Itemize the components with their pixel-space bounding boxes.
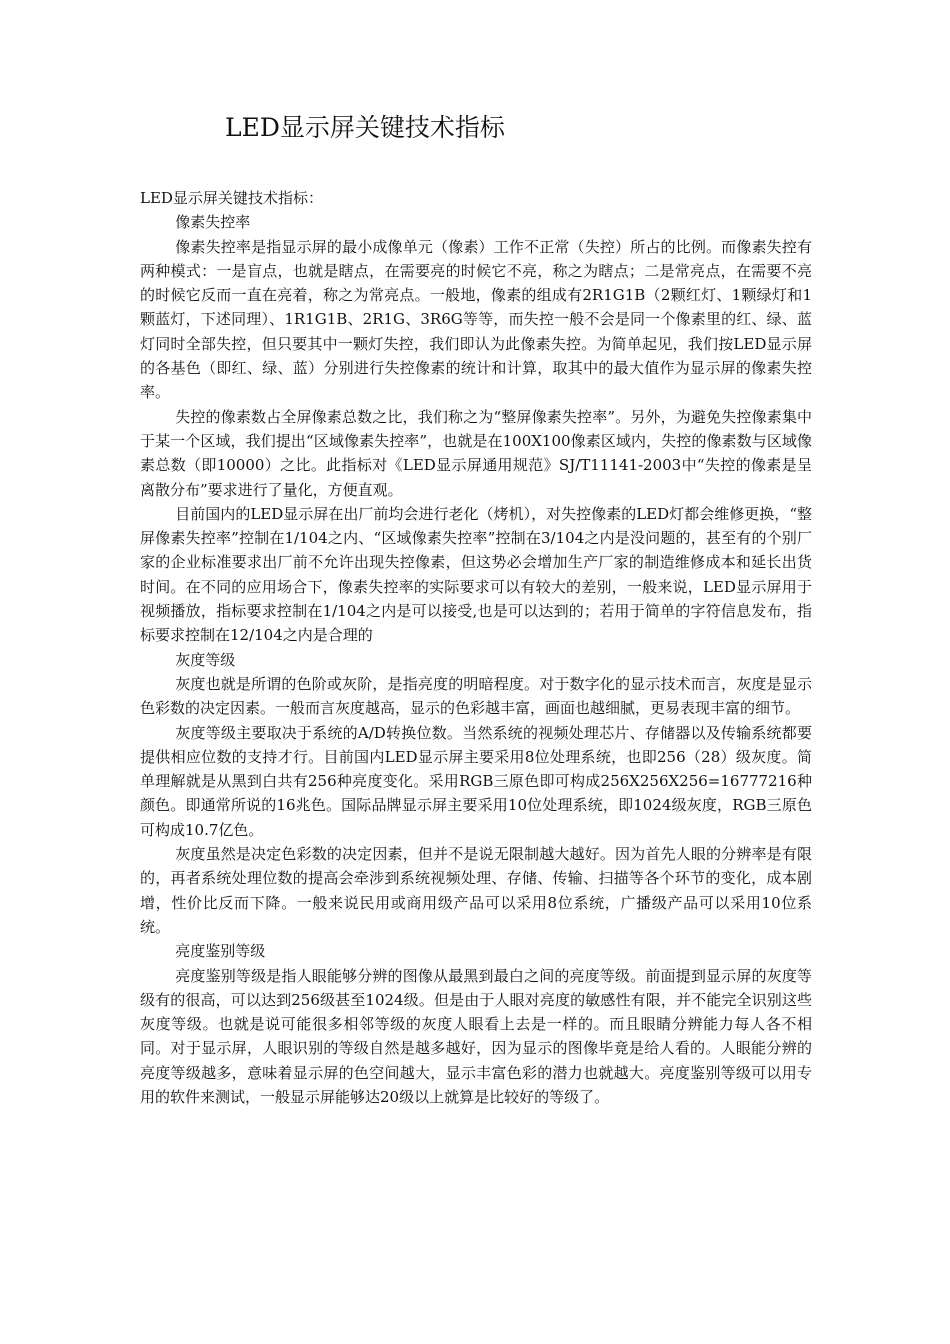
section-heading-pixel-failure: 像素失控率 [175, 213, 251, 232]
paragraph: 灰度虽然是决定色彩数的决定因素，但并不是说无限制越大越好。因为首先人眼的分辨率是有限的，再者系统处理位数的提高会牵涉到系统视频处理、存储、传输、扫描等各个环节的变化，成本剧增，性价比反而下降。一般来说民用或商用级产品可以采用8位系统，广播级产品可以采用10位系统。 [140, 845, 812, 936]
section-heading-brightness-discrimination: 亮度鉴别等级 [175, 942, 266, 961]
section-heading-grayscale: 灰度等级 [175, 650, 236, 669]
document-body [140, 186, 812, 1109]
paragraph: 灰度等级主要取决于系统的A/D转换位数。当然系统的视频处理芯片、存储器以及传输系统都要提供相应位数的支持才行。目前国内LED显示屏主要采用8位处理系统，也即256（28）级灰度。简单理解就是从黑到白共有256种亮度变化。采用RGB三原色即可构成256X256X256=16777216种颜色。即通常所说的16兆色。国际品牌显示屏主要采用10位处理系统，即1024级灰度，RGB三原色可构成10.7亿色。 [140, 723, 812, 839]
paragraph: 灰度也就是所谓的色阶或灰阶，是指亮度的明暗程度。对于数字化的显示技术而言，灰度是显示色彩数的决定因素。一般而言灰度越高，显示的色彩越丰富，画面也越细腻，更易表现丰富的细节。 [140, 674, 812, 718]
paragraph: 目前国内的LED显示屏在出厂前均会进行老化（烤机），对失控像素的LED灯都会维修更换，“整屏像素失控率”控制在1/104之内、“区域像素失控率”控制在3/104之内是没问题的，甚至有的个别厂家的企业标准要求出厂前不允许出现失控像素，但这势必会增加生产厂家的制造维修成本和延长出货时间。在不同的应用场合下，像素失控率的实际要求可以有较大的差别，一般来说，LED显示屏用于视频播放，指标要求控制在1/104之内是可以接受,也是可以达到的；若用于简单的字符信息发布，指标要求控制在12/104之内是合理的 [140, 504, 812, 645]
paragraph: 像素失控率是指显示屏的最小成像单元（像素）工作不正常（失控）所占的比例。而像素失控有两种模式：一是盲点，也就是瞎点，在需要亮的时候它不亮，称之为瞎点；二是常亮点，在需要不亮的时候它反而一直在亮着，称之为常亮点。一般地，像素的组成有2R1G1B（2颗红灯、1颗绿灯和1颗蓝灯，下述同理）、1R1G1B、2R1G、3R6G等等，而失控一般不会是同一个像素里的红、绿、蓝灯同时全部失控，但只要其中一颗灯失控，我们即认为此像素失控。为简单起见，我们按LED显示屏的各基色（即红、绿、蓝）分别进行失控像素的统计和计算，取其中的最大值作为显示屏的像素失控率。 [140, 237, 812, 402]
paragraph: 失控的像素数占全屏像素总数之比，我们称之为“整屏像素失控率”。另外，为避免失控像素集中于某一个区域，我们提出“区域像素失控率”，也就是在100X100像素区域内，失控的像素数与区域像素总数（即10000）之比。此指标对《LED显示屏通用规范》SJ/T11141-2003中“失控的像素是呈离散分布”要求进行了量化，方便直观。 [140, 407, 812, 499]
document-title: LED显示屏关键技术指标 [225, 113, 505, 142]
paragraph: 亮度鉴别等级是指人眼能够分辨的图像从最黑到最白之间的亮度等级。前面提到显示屏的灰度等级有的很高，可以达到256级甚至1024级。但是由于人眼对亮度的敏感性有限，并不能完全识别这些灰度等级。也就是说可能很多相邻等级的灰度人眼看上去是一样的。而且眼睛分辨能力每人各不相同。对于显示屏，人眼识别的等级自然是越多越好，因为显示的图像毕竟是给人看的。人眼能分辨的亮度等级越多，意味着显示屏的色空间越大，显示丰富色彩的潜力也就越大。亮度鉴别等级可以用专用的软件来测试，一般显示屏能够达20级以上就算是比较好的等级了。 [140, 966, 812, 1106]
lead-line: LED显示屏关键技术指标： [140, 189, 323, 207]
